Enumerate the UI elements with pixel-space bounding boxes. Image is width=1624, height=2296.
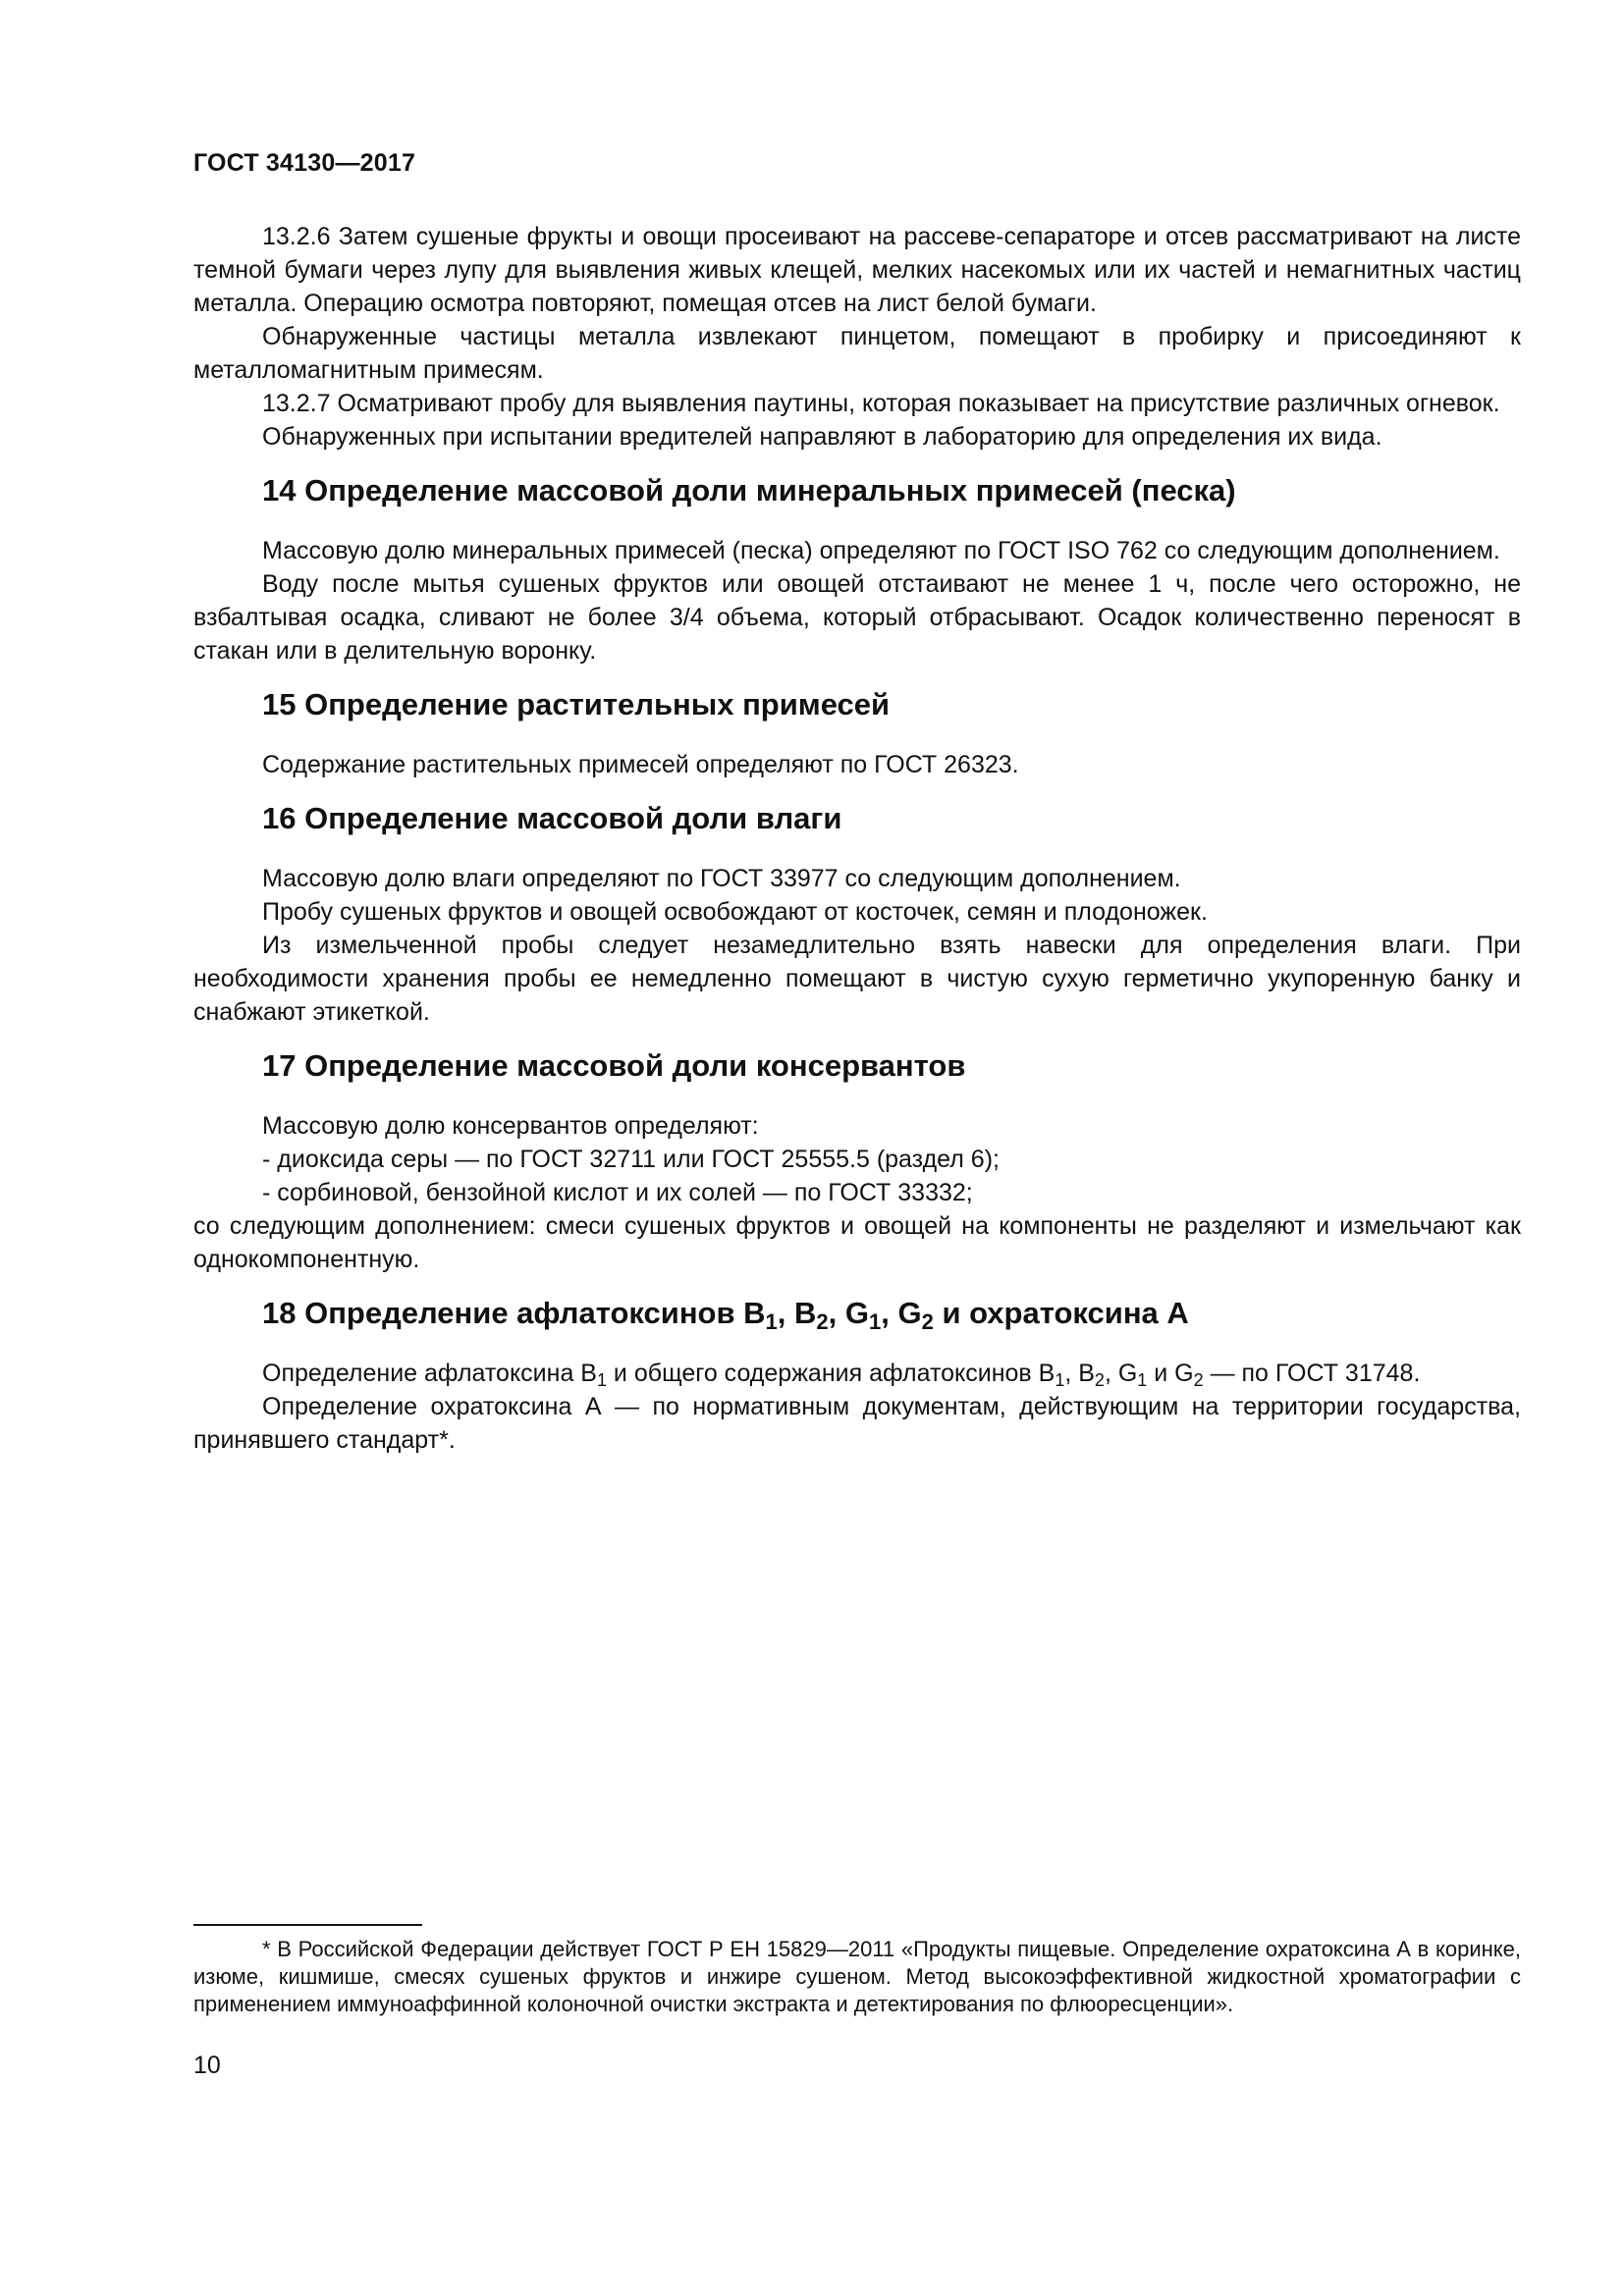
paragraph-16-2: Пробу сушеных фруктов и овощей освобождают от косточек, семян и плодоножек. <box>262 898 1208 926</box>
section-heading-18: 18 Определение афлатоксинов $B_1$, $B_2$, $G_1$, $G_2$ и охратоксина А <box>262 1296 1189 1334</box>
document-header: ГОСТ 34130—2017 <box>193 149 416 177</box>
paragraph-13-2-7: 13.2.7 Осматривают пробу для выявления паутины, которая показывает на присутствие различных огневок. <box>262 390 1500 417</box>
paragraph-16-1: Массовую долю влаги определяют по ГОСТ 33977 со следующим дополнением. <box>262 865 1181 892</box>
paragraph-17-2: со следующим дополнением: смеси сушеных фруктов и овощей на компоненты не разделяют и измельчают как однокомпонентную. <box>193 1212 1521 1273</box>
list-item-sorbic-benzoic: - сорбиновой, бензойной кислот и их солей — по ГОСТ 33332; <box>262 1179 973 1206</box>
section-heading-17: 17 Определение массовой доли консервантов <box>262 1048 966 1083</box>
page-number: 10 <box>193 2052 221 2079</box>
paragraph-metal-particles: Обнаруженные частицы металла извлекают пинцетом, помещают в пробирку и присоединяют к металломагнитным примесям. <box>193 323 1521 384</box>
section-heading-15: 15 Определение растительных примесей <box>262 687 891 721</box>
paragraph-13-2-6: 13.2.6 Затем сушеные фрукты и овощи просеивают на рассеве-сепараторе и отсев рассматривают на листе темной бумаги через лупу для выявления живых клещей, мелких насекомых или их частей и немагнитных частиц металла. Операцию осмотра повторяют, помещая отсев на лист белой бумаги. <box>193 223 1521 317</box>
footnote: * В Российской Федерации действует ГОСТ Р ЕН 15829—2011 «Продукты пищевые. Определение охратоксина А в коринке, изюме, кишмише, смесях сушеных фруктов и инжире сушеном. Метод высокоэффективной жидкостной хроматографии с применением иммуноаффинной колоночной очистки экстракта и детектирования по флюоресценции». <box>193 1937 1521 2016</box>
list-item-sulfur-dioxide: - диоксида серы — по ГОСТ 32711 или ГОСТ 25555.5 (раздел 6); <box>262 1146 1000 1173</box>
section-heading-16: 16 Определение массовой доли влаги <box>262 801 842 835</box>
paragraph-18-1: Определение афлатоксина $B_1$ и общего содержания афлатоксинов $B_1$, $B_2$, $G_1$ и $G_2$ — по ГОСТ 31748. <box>262 1360 1421 1390</box>
paragraph-17-1: Массовую долю консервантов определяют: <box>262 1112 759 1140</box>
footnote-separator <box>193 1924 422 1926</box>
document-body <box>193 220 1521 1457</box>
paragraph-pests: Обнаруженных при испытании вредителей направляют в лабораторию для определения их вида. <box>262 423 1382 451</box>
paragraph-15-1: Содержание растительных примесей определяют по ГОСТ 26323. <box>262 751 1019 778</box>
paragraph-18-2: Определение охратоксина А — по нормативным документам, действующим на территории государства, принявшего стандарт*. <box>193 1393 1521 1454</box>
section-heading-14: 14 Определение массовой доли минеральных примесей (песка) <box>262 473 1236 507</box>
paragraph-16-3: Из измельченной пробы следует незамедлительно взять навески для определения влаги. При необходимости хранения пробы ее немедленно помещают в чистую сухую герметично укупоренную банку и снабжают этикеткой. <box>193 932 1521 1026</box>
paragraph-14-1: Массовую долю минеральных примесей (песка) определяют по ГОСТ ISO 762 со следующим дополнением. <box>262 537 1500 564</box>
paragraph-14-2: Воду после мытья сушеных фруктов или овощей отстаивают не менее 1 ч, после чего осторожно, не взбалтывая осадка, сливают не более 3/4 объема, который отбрасывают. Осадок количественно переносят в стакан или в делительную воронку. <box>193 570 1521 665</box>
